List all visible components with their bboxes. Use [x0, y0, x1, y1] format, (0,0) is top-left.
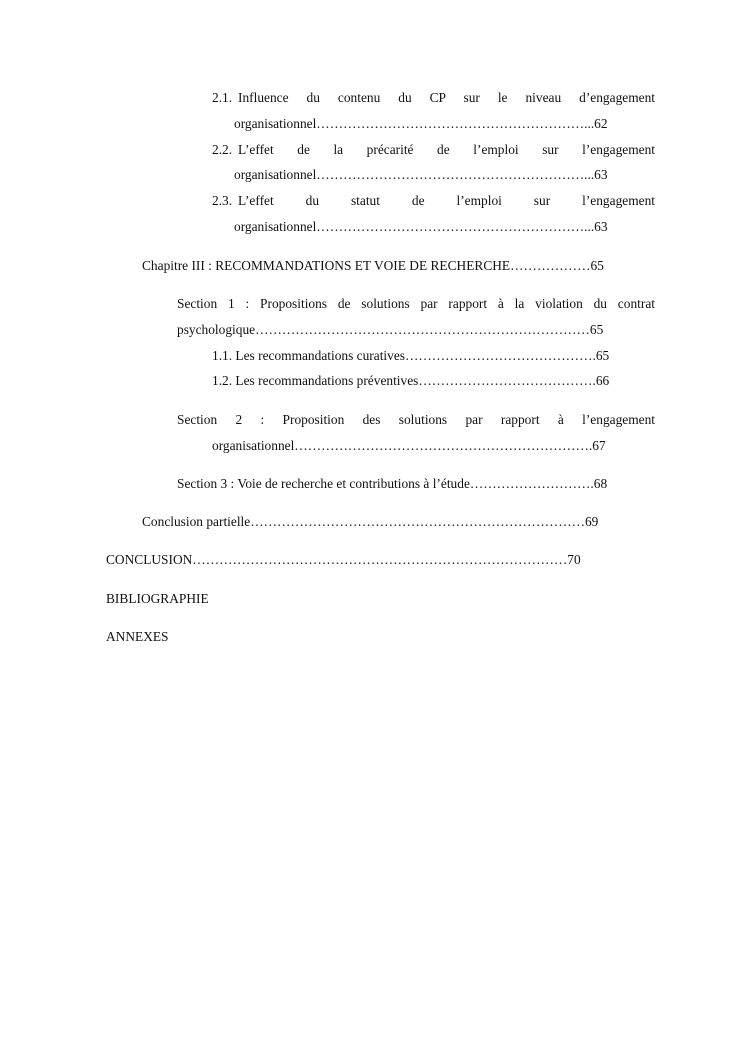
toc-item-2-3-number: 2.3.	[212, 193, 233, 208]
toc-item-2-1-number: 2.1.	[212, 90, 233, 105]
toc-item-2-1-continuation	[234, 116, 608, 132]
toc-conclusion-partielle-title: Conclusion partielle…………………………………………………………………	[142, 514, 585, 529]
toc-chapter-3	[142, 258, 604, 274]
toc-item-2-2-title: L’effet de la précarité de l’emploi sur l’engagement	[238, 142, 655, 157]
toc-item-1-1	[212, 348, 609, 364]
toc-item-2-3-title: L’effet du statut de l’emploi sur l’engagement	[238, 193, 655, 208]
toc-item-2-1-dots: organisationnel……………………………………………………..	[234, 116, 591, 131]
toc-item-2-3-page: .63	[590, 219, 608, 234]
toc-section-1-title: Section 1 : Propositions de solutions par rapport à la violation du contrat	[177, 296, 655, 311]
toc-item-2-2-dots: organisationnel……………………………………………………..	[234, 167, 591, 182]
toc-conclusion-partielle-page: 69	[584, 514, 599, 529]
toc-item-2-3-dots: organisationnel……………………………………………………..	[234, 219, 591, 234]
toc-section-1-dots: psychologique…………………………………………………………………	[177, 322, 590, 337]
toc-item-1-1-page: 65	[595, 348, 610, 363]
toc-section-1-page: 65	[589, 322, 604, 337]
toc-section-2-title: Section 2 : Proposition des solutions par rapport à l’engagement	[177, 412, 655, 427]
toc-item-1-2	[212, 373, 609, 389]
toc-chapter-3-dots: ………………	[510, 258, 591, 273]
toc-item-1-2-page: 66	[595, 373, 610, 388]
toc-item-1-1-title: 1.1. Les recommandations curatives…………………………………….	[212, 348, 596, 363]
toc-item-1-2-title: 1.2. Les recommandations préventives………………………………….	[212, 373, 596, 388]
toc-item-2-2-number: 2.2.	[212, 142, 233, 157]
toc-section-3-page: 68	[593, 476, 608, 491]
toc-conclusion-page: 70	[567, 552, 581, 567]
toc-section-1-continuation	[177, 322, 603, 338]
toc-conclusion	[106, 552, 581, 568]
toc-section-3-title: Section 3 : Voie de recherche et contributions à l’étude……………………….	[177, 476, 594, 491]
toc-chapter-3-title: Chapitre III : RECOMMANDATIONS ET VOIE DE RECHERCHE	[142, 258, 511, 273]
toc-section-2-page: 67	[592, 438, 606, 453]
toc-item-2-1-title: Influence du contenu du CP sur le niveau d’engagement	[238, 90, 655, 105]
toc-bibliographie: BIBLIOGRAPHIE	[106, 591, 209, 606]
toc-annexes: ANNEXES	[106, 629, 169, 644]
toc-section-2-continuation	[212, 438, 606, 454]
toc-conclusion-partielle	[142, 514, 598, 530]
toc-chapter-3-page: 65	[590, 258, 604, 273]
toc-item-2-2-page: .63	[590, 167, 608, 182]
toc-item-2-2-continuation	[234, 167, 608, 183]
toc-section-2-dots: organisationnel………………………………………………………….	[212, 438, 593, 453]
toc-item-2-1-page: .62	[590, 116, 608, 131]
toc-item-2-3-continuation	[234, 219, 608, 235]
toc-section-3	[177, 476, 607, 492]
toc-conclusion-title: CONCLUSION…………………………………………………………………………	[106, 552, 568, 567]
